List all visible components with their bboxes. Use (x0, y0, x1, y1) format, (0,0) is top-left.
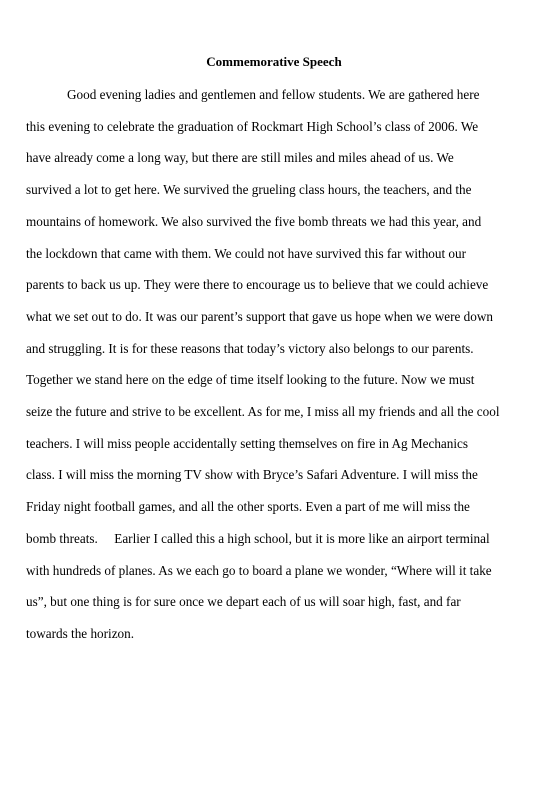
speech-line: this evening to celebrate the graduation of Rockmart High School’s class of 2006. We (26, 118, 479, 134)
speech-line: seize the future and strive to be excellent. As for me, I miss all my friends and all the cool (26, 404, 500, 419)
speech-line: Friday night football games, and all the other sports. Even a part of me will miss the (26, 499, 470, 515)
speech-line: mountains of homework. We also survived the five bomb threats we had this year, and (26, 213, 482, 229)
speech-line: what we set out to do. It was our parent’s support that gave us hope when we were down (26, 308, 493, 324)
speech-line: bomb threats. Earlier I called this a high school, but it is more like an airport terminal (26, 530, 490, 546)
speech-line: survived a lot to get here. We survived the grueling class hours, the teachers, and the (26, 182, 472, 198)
speech-line: Good evening ladies and gentlemen and fellow students. We are gathered here (67, 87, 480, 102)
speech-line: towards the horizon. (26, 625, 135, 641)
speech-line: the lockdown that came with them. We could not have survived this far without our (26, 245, 467, 261)
speech-line: parents to back us up. They were there to encourage us to believe that we could achieve (26, 277, 489, 293)
speech-line: have already come a long way, but there are still miles and miles ahead of us. We (26, 150, 454, 166)
speech-line: class. I will miss the morning TV show with Bryce’s Safari Adventure. I will miss the (26, 467, 478, 483)
speech-line: Together we stand here on the edge of time itself looking to the future. Now we must (26, 372, 475, 388)
speech-line: with hundreds of planes. As we each go to board a plane we wonder, “Where will it take (26, 562, 492, 578)
speech-line: us”, but one thing is for sure once we depart each of us will soar high, fast, and far (26, 594, 461, 610)
document-title: Commemorative Speech (206, 54, 342, 69)
speech-line: teachers. I will miss people accidentally setting themselves on fire in Ag Mechanics (26, 435, 469, 451)
speech-line: and struggling. It is for these reasons that today’s victory also belongs to our parents. (26, 340, 474, 356)
